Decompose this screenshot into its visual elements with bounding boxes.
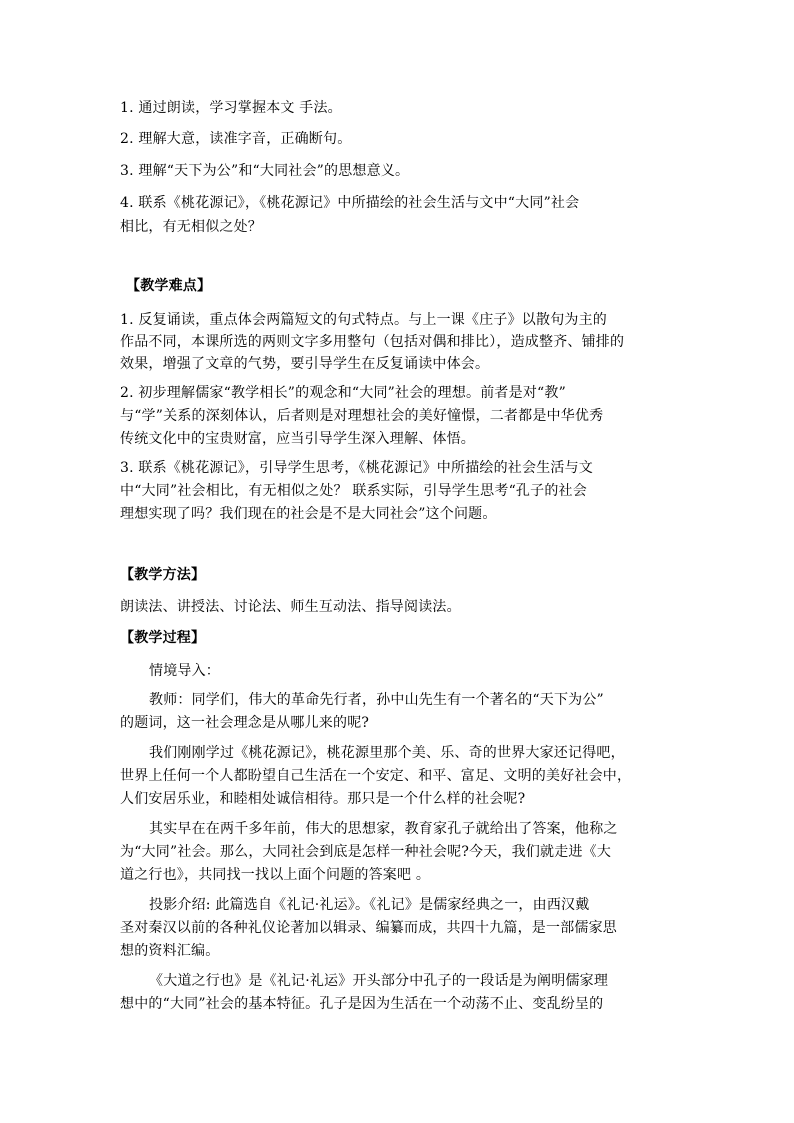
difficulty-3-line-3: 理想实现了吗？我们现在的社会是不是大同社会”这个问题。 bbox=[120, 506, 497, 522]
process-p2-line-3: 人们安居乐业，和睦相处诚信相待。那只是一个什么样的社会呢? bbox=[120, 791, 526, 807]
process-p4-line-2: 圣对秦汉以前的各种礼仪论著加以辑录、编纂而成，共四十九篇，是一部儒家思 bbox=[120, 920, 617, 936]
objective-item-3: 3. 理解“天下为公”和“大同社会”的思想意义。 bbox=[120, 163, 410, 179]
process-p3-line-3: 道之行也》，共同找一找以上面个问题的答案吧 。 bbox=[120, 867, 431, 883]
process-p4-line-1: 投影介绍: 此篇选自《礼记·礼运》。《礼记》是儒家经典之一，由西汉戴 bbox=[149, 897, 590, 913]
process-p3-line-1: 其实早在在两千多年前，伟大的思想家，教育家孔子就给出了答案，他称之 bbox=[149, 821, 618, 837]
difficulty-1-line-1: 1. 反复诵读，重点体会两篇短文的句式特点。与上一课《庄子》以散句为主的 bbox=[120, 312, 608, 328]
process-p3-line-2: 为“大同”社会。那么，大同社会到底是怎样一种社会呢?今天，我们就走进《大 bbox=[120, 844, 612, 860]
process-heading: 【教学过程】 bbox=[120, 630, 206, 646]
process-p2-line-1: 我们刚刚学过《桃花源记》，桃花源里那个美、乐、奇的世界大家还记得吧， bbox=[149, 745, 625, 761]
process-p2-line-2: 世界上任何一个人都盼望自己生活在一个安定、和平、富足、文明的美好社会中， bbox=[120, 768, 632, 784]
difficulty-2-line-3: 传统文化中的宝贵财富，应当引导学生深入理解、体悟。 bbox=[120, 431, 475, 447]
process-p4-line-3: 想的资料汇编。 bbox=[120, 943, 220, 959]
difficulty-2-line-2: 与“学”关系的深刻体认，后者则是对理想社会的美好憧憬，二者都是中华优秀 bbox=[120, 408, 604, 424]
process-intro: 情境导入： bbox=[149, 663, 220, 679]
process-p5-line-1: 《大道之行也》是《礼记·礼运》开头部分中孔子的一段话是为阐明儒家理 bbox=[149, 973, 609, 989]
objective-item-1: 1. 通过朗读，学习掌握本文 手法。 bbox=[120, 100, 342, 116]
objective-item-4-line-2: 相比，有无相似之处？ bbox=[120, 219, 262, 235]
difficulty-3-line-2: 中“大同”社会相比，有无相似之处？ 联系实际，引导学生思考“孔子的社会 bbox=[120, 483, 587, 499]
process-p1-line-2: 的题词，这一社会理念是从哪儿来的呢? bbox=[120, 715, 370, 731]
difficulties-heading: 【教学难点】 bbox=[126, 278, 212, 294]
difficulty-1-line-3: 效果，增强了文章的气势，要引导学生在反复诵读中体会。 bbox=[120, 356, 490, 372]
difficulty-1-line-2: 作品不同，本课所选的两则文字多用整句（包括对偶和排比），造成整齐、铺排的 bbox=[120, 334, 625, 350]
difficulty-2-line-1: 2. 初步理解儒家“教学相长”的观念和“大同”社会的理想。前者是对“教” bbox=[120, 385, 566, 401]
objective-item-2: 2. 理解大意，读准字音，正确断句。 bbox=[120, 131, 352, 147]
difficulty-3-line-1: 3. 联系《桃花源记》，引导学生思考，《桃花源记》中所描绘的社会生活与文 bbox=[120, 460, 594, 476]
methods-text: 朗读法、讲授法、讨论法、师生互动法、指导阅读法。 bbox=[120, 599, 461, 615]
process-p1-line-1: 教师：同学们，伟大的革命先行者，孙中山先生有一个著名的“天下为公” bbox=[149, 692, 604, 708]
objective-item-4-line-1: 4. 联系《桃花源记》，《桃花源记》中所描绘的社会生活与文中“大同”社会 bbox=[120, 195, 580, 211]
process-p5-line-2: 想中的“大同”社会的基本特征。孔子是因为生活在一个动荡不止、变乱纷呈的 bbox=[120, 996, 604, 1012]
methods-heading: 【教学方法】 bbox=[120, 567, 206, 583]
